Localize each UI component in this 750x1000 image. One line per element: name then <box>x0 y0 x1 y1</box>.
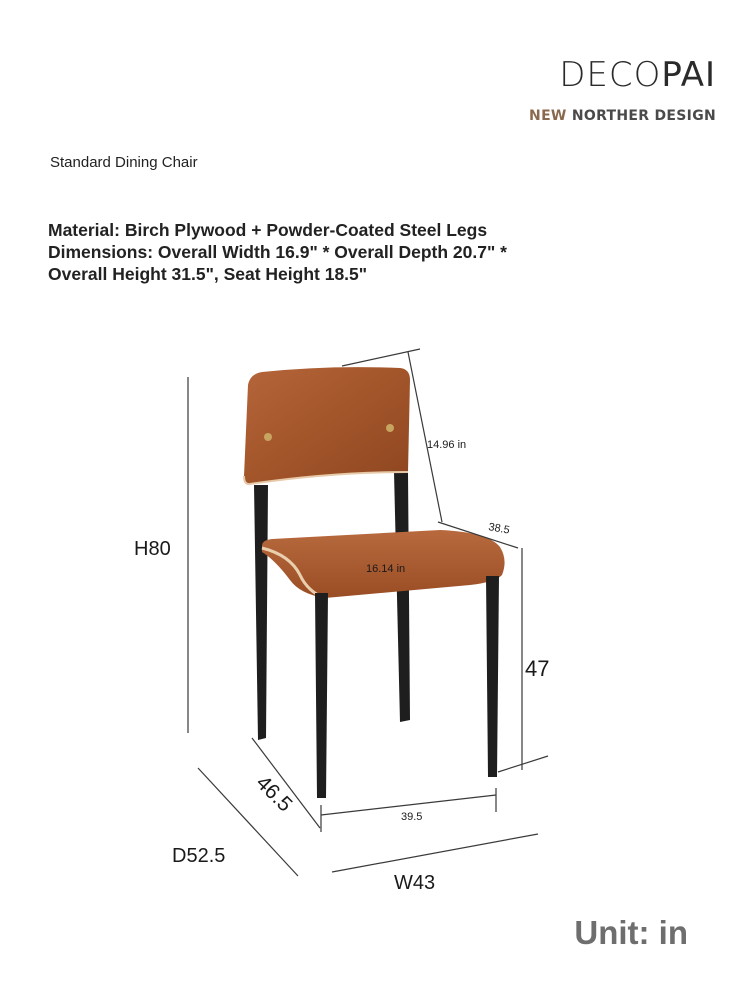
label-back-height: 14.96 in <box>427 439 467 451</box>
label-leg-depth: 46.5 <box>251 771 297 817</box>
dim-backrest-height <box>408 352 442 522</box>
front-right-leg <box>486 576 499 777</box>
dim-seat-height-foot <box>498 756 548 772</box>
label-overall-height: H80 <box>134 538 171 560</box>
label-overall-width: W43 <box>394 872 436 894</box>
label-seat-height: 47 <box>525 656 550 681</box>
tagline-highlight: NEW <box>529 108 567 124</box>
label-leg-width: 39.5 <box>401 811 423 823</box>
logo-text-left: DECO <box>559 55 662 95</box>
backrest-panel <box>244 367 410 484</box>
spec-dimensions-line1: Dimensions: Overall Width 16.9" * Overall Depth 20.7" * <box>48 242 507 262</box>
label-seat-depth: 38.5 <box>487 521 511 537</box>
logo-text-right: PAI <box>661 55 716 95</box>
backrest-bolt-left <box>264 433 272 441</box>
tagline-rest: NORTHER DESIGN <box>571 108 716 124</box>
chair-back-legs <box>254 472 410 740</box>
spec-dimensions-line2: Overall Height 31.5", Seat Height 18.5" <box>48 264 368 284</box>
label-overall-depth: D52.5 <box>172 845 226 867</box>
front-left-leg <box>315 593 328 798</box>
label-seat-width: 16.14 in <box>366 563 406 575</box>
dim-overall-width <box>332 834 538 872</box>
dim-backrest-top <box>342 349 420 366</box>
back-left-leg <box>254 485 268 740</box>
backrest-bolt-right <box>386 424 394 432</box>
back-right-leg <box>394 472 410 722</box>
product-name: Standard Dining Chair <box>50 154 198 171</box>
chair-backrest <box>244 367 410 484</box>
spec-material: Material: Birch Plywood + Powder-Coated Steel Legs <box>48 220 488 240</box>
unit-label: Unit: in <box>574 914 688 951</box>
